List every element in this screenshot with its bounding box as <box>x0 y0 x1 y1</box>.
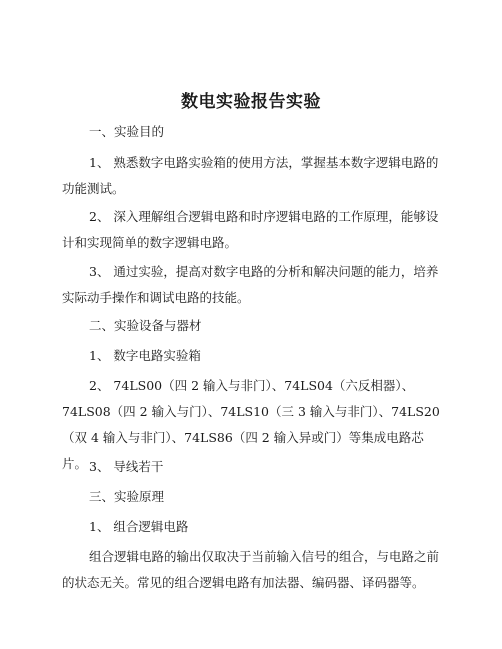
section-heading-principle: 三、实验原理 <box>89 489 165 504</box>
paragraph: 组合逻辑电路的输出仅取决于当前输入信号的组合，与电路之前的状态无关。常见的组合逻辑电路有加法器、编码器、译码器等。 <box>62 549 440 590</box>
paragraph: 1、 数字电路实验箱 <box>89 348 201 363</box>
paragraph: 1、 熟悉数字电路实验箱的使用方法，掌握基本数字逻辑电路的功能测试。 <box>62 155 439 196</box>
paragraph: 3、 通过实验，提高对数字电路的分析和解决问题的能力，培养实际动手操作和调试电路的技能。 <box>62 264 439 305</box>
paragraph: 2、 深入理解组合逻辑电路和时序逻辑电路的工作原理，能够设计和实现简单的数字逻辑电路。 <box>62 209 439 250</box>
paragraph: 1、 组合逻辑电路 <box>89 519 189 534</box>
paragraph: 3、 导线若干 <box>89 459 164 474</box>
document-title: 数电实验报告实验 <box>181 92 321 112</box>
paragraph: 2、 74LS00（四 2 输入与非门）、74LS04（六反相器）、74LS08（四 2 输入与门）、74LS10（三 3 输入与非门）、74LS20（双 4 输入与非门）、74LS86（四 2 输入异或门）等集成电路芯片。 <box>62 378 440 471</box>
section-heading-equipment: 二、实验设备与器材 <box>89 318 202 333</box>
section-heading-purpose: 一、实验目的 <box>89 124 165 139</box>
